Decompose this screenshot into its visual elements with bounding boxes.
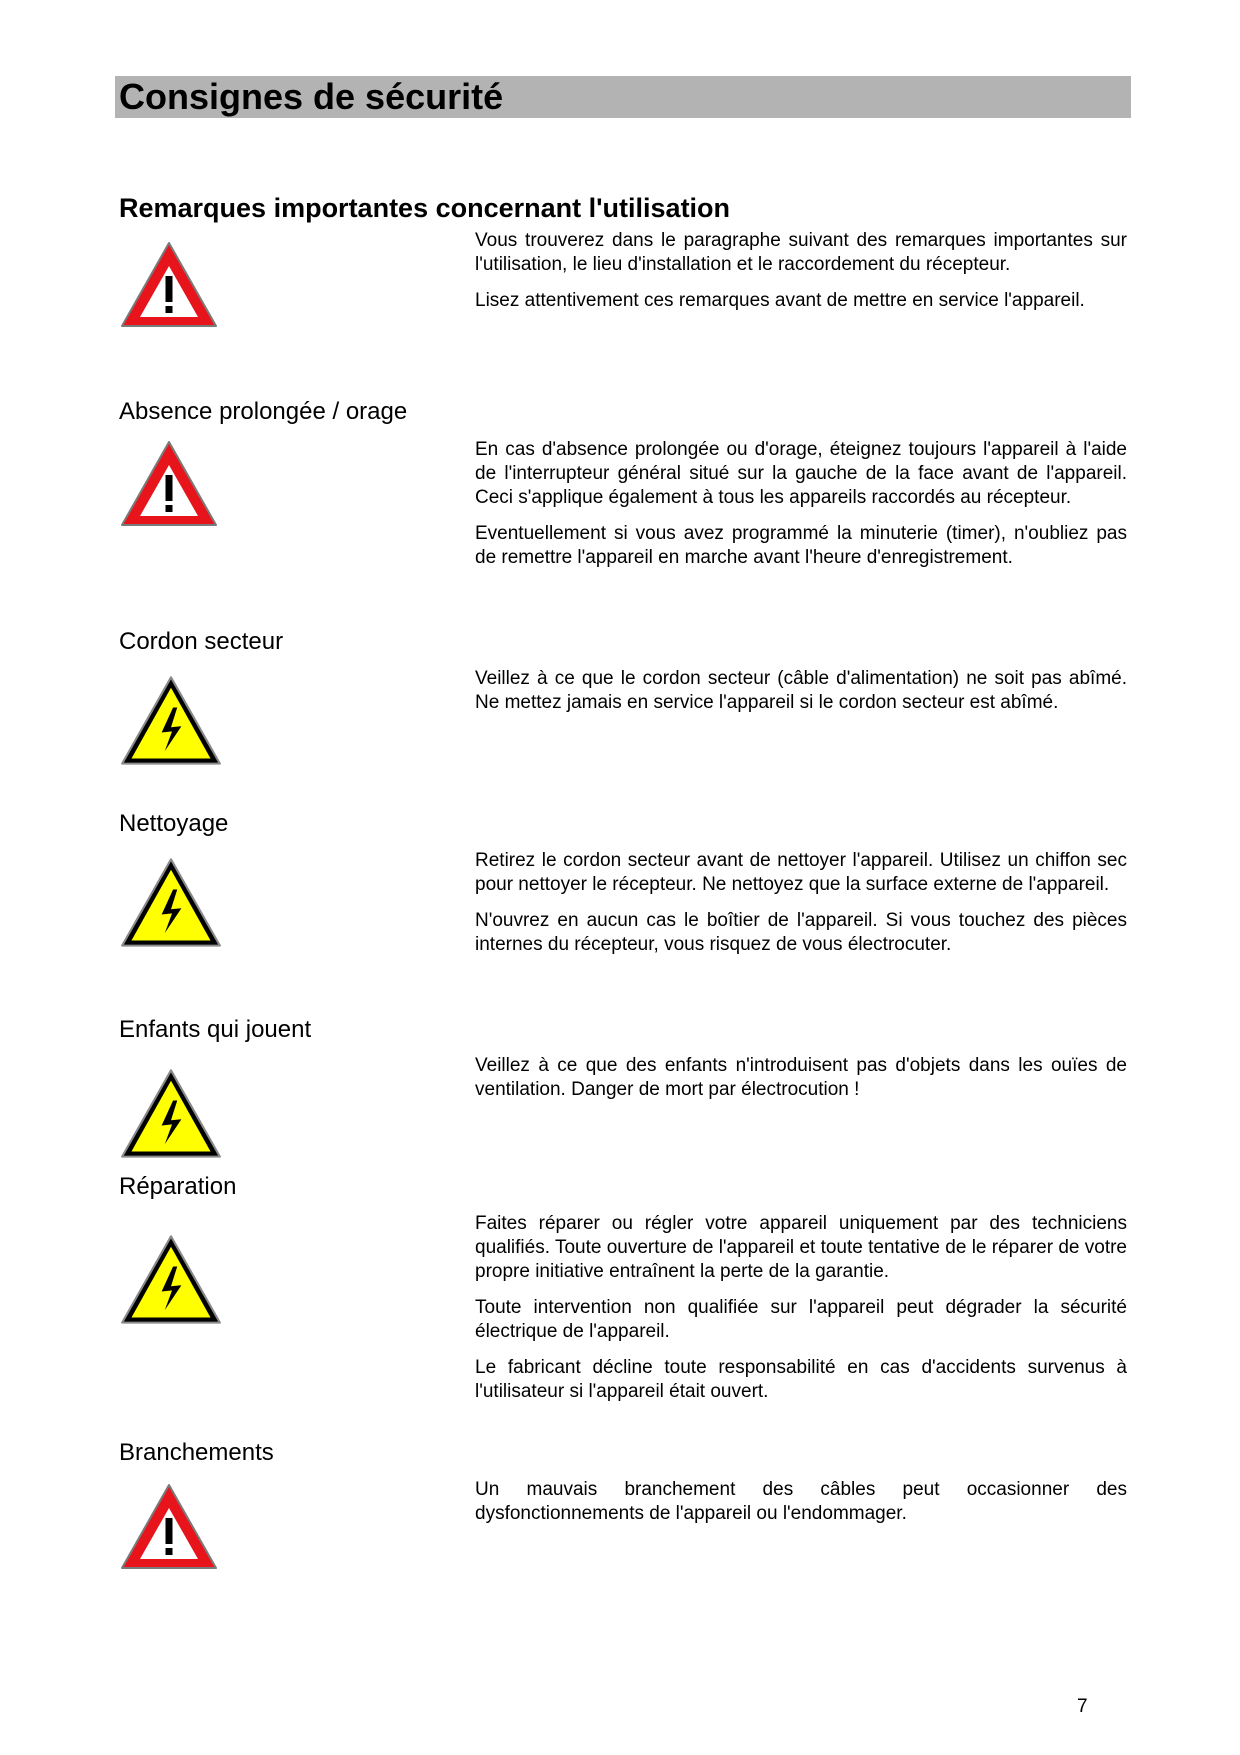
warning-triangle-icon	[119, 1482, 219, 1572]
section-text	[475, 1478, 1127, 1538]
paragraph: N'ouvrez en aucun cas le boîtier de l'appareil. Si vous touchez des pièces internes du récepteur, vous risquez de vous électrocuter.	[475, 910, 1127, 955]
paragraph: Un mauvais branchement des câbles peut occasionner des dysfonctionnements de l'appareil ou l'endommager.	[475, 1479, 1127, 1524]
paragraph: Veillez à ce que des enfants n'introduisent pas d'objets dans les ouïes de ventilation. Danger de mort par électrocution !	[475, 1055, 1127, 1100]
section-text	[475, 438, 1127, 582]
high-voltage-icon	[119, 1233, 223, 1327]
page-number: 7	[1077, 1696, 1088, 1717]
high-voltage-icon	[119, 1067, 223, 1161]
paragraph: Eventuellement si vous avez programmé la minuterie (timer), n'oubliez pas de remettre l'appareil en marche avant l'heure d'enregistrement.	[475, 523, 1127, 568]
section-title: Cordon secteur	[119, 628, 284, 655]
page-title: Consignes de sécurité	[115, 76, 1131, 118]
section-title: Enfants qui jouent	[119, 1016, 312, 1043]
section-title: Nettoyage	[119, 810, 229, 837]
high-voltage-icon	[119, 674, 223, 768]
section-title: Réparation	[119, 1173, 237, 1200]
paragraph: En cas d'absence prolongée ou d'orage, éteignez toujours l'appareil à l'aide de l'interrupteur général situé sur la gauche de la face avant de l'appareil. Ceci s'applique également à tous les appareils raccordés au récepteur.	[475, 439, 1127, 508]
section-text	[475, 1054, 1127, 1114]
warning-triangle-icon	[119, 240, 219, 330]
paragraph: Retirez le cordon secteur avant de nettoyer l'appareil. Utilisez un chiffon sec pour nettoyer le récepteur. Ne nettoyez que la surface externe de l'appareil.	[475, 850, 1127, 895]
paragraph: Lisez attentivement ces remarques avant de mettre en service l'appareil.	[475, 290, 1085, 311]
paragraph: Le fabricant décline toute responsabilité en cas d'accidents survenus à l'utilisateur si l'appareil était ouvert.	[475, 1357, 1127, 1402]
paragraph: Veillez à ce que le cordon secteur (câble d'alimentation) ne soit pas abîmé. Ne mettez jamais en service l'appareil si le cordon secteur est abîmé.	[475, 668, 1127, 713]
section-text	[475, 1212, 1127, 1416]
section-title: Absence prolongée / orage	[119, 398, 408, 425]
paragraph: Vous trouverez dans le paragraphe suivant des remarques importantes sur l'utilisation, le lieu d'installation et le raccordement du récepteur.	[475, 230, 1127, 275]
section-text	[475, 849, 1127, 969]
high-voltage-icon	[119, 856, 223, 950]
section-title: Branchements	[119, 1439, 274, 1466]
section-text	[475, 667, 1127, 727]
paragraph: Faites réparer ou régler votre appareil uniquement par des techniciens qualifiés. Toute ouverture de l'appareil et toute tentative de le réparer de votre propre initiative entraînent la perte de la garantie.	[475, 1213, 1127, 1282]
section-heading: Remarques importantes concernant l'utilisation	[119, 193, 731, 223]
warning-triangle-icon	[119, 439, 219, 529]
section-text	[475, 229, 1127, 325]
paragraph: Toute intervention non qualifiée sur l'appareil peut dégrader la sécurité électrique de l'appareil.	[475, 1297, 1127, 1342]
